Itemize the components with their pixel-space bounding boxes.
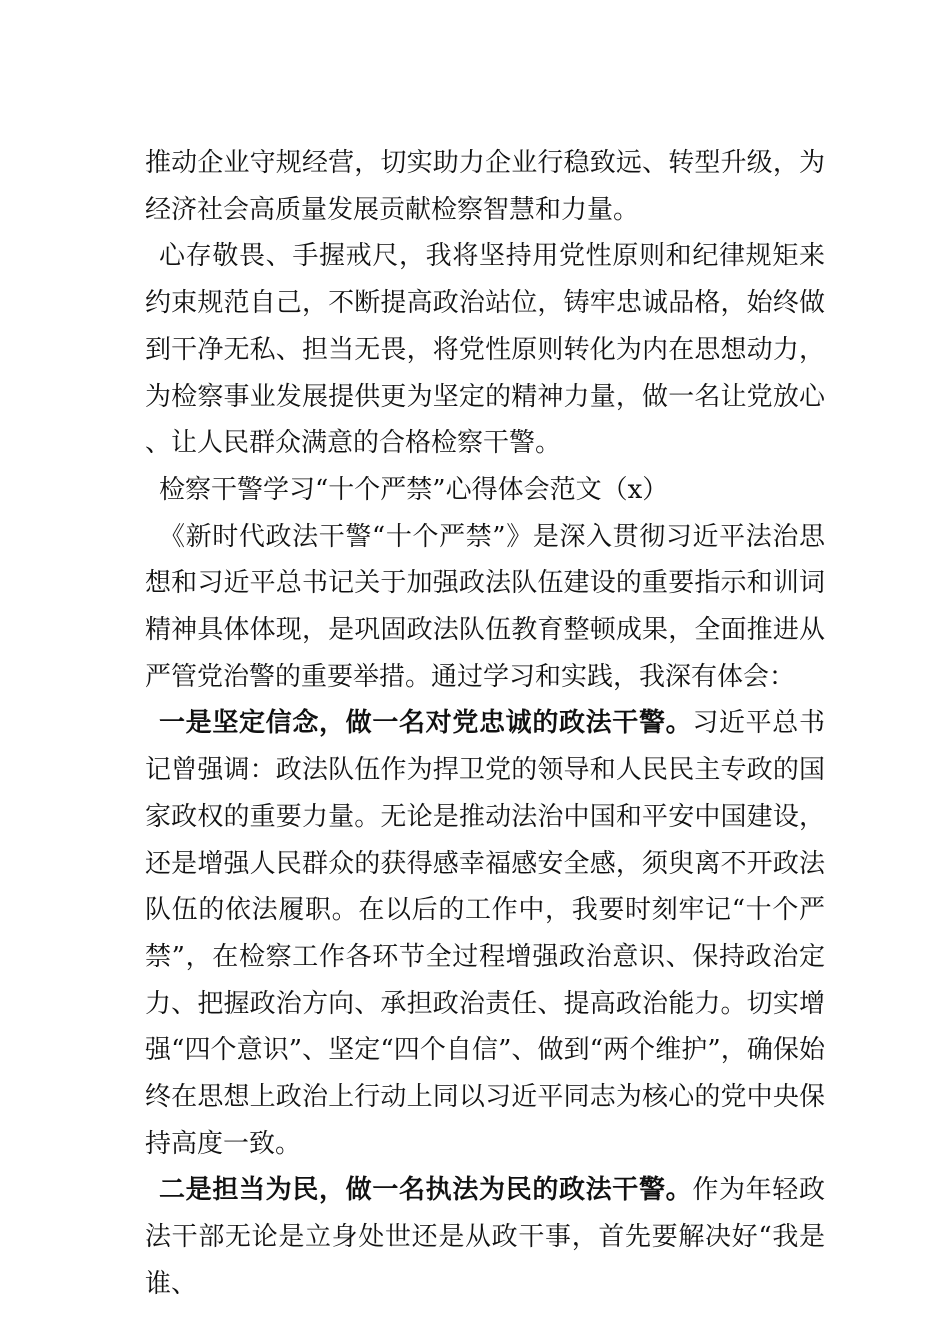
paragraph-text: 心存敬畏、手握戒尺，我将坚持用党性原则和纪律规矩来约束规范自己，不断提高政治站位，铸牢忠诚品格，始终做到干净无私、担当无畏，将党性原则转化为内在思想动力，为检察事业发展提供更为坚定的精神力量，做一名让党放心、让人民群众满意的合格检察干警。 (145, 241, 825, 459)
paragraph-point-one (145, 700, 825, 1167)
paragraph-commitment (145, 233, 825, 467)
heading-text: 检察干警学习“十个严禁”心得体会范文（x） (159, 474, 669, 505)
paragraph-text: 《新时代政法干警“十个严禁”》是深入贯彻习近平法治思想和习近平总书记关于加强政法队伍建设的重要指示和训词精神具体体现，是巩固政法队伍教育整顿成果，全面推进从严管党治警的重要举措。通过学习和实践，我深有体会： (145, 521, 825, 692)
point-lead: 二是担当为民，做一名执法为民的政法干警。 (159, 1175, 693, 1206)
paragraph-text: 推动企业守规经营，切实助力企业行稳致远、转型升级，为经济社会高质量发展贡献检察智慧和力量。 (145, 148, 825, 225)
paragraph-continuation (145, 140, 825, 233)
document-body (145, 140, 825, 1308)
paragraph-text: 习近平总书记曾强调：政法队伍作为捍卫党的领导和人民民主专政的国家政权的重要力量。无论是推动法治中国和平安中国建设，还是增强人民群众的获得感幸福感安全感，须臾离不开政法队伍的依法履职。在以后的工作中，我要时刻牢记“十个严禁”，在检察工作各环节全过程增强政治意识、保持政治定力、把握政治方向、承担政治责任、提高政治能力。切实增强“四个意识”、坚定“四个自信”、做到“两个维护”，确保始终在思想上政治上行动上同以习近平同志为核心的党中央保持高度一致。 (145, 708, 825, 1159)
paragraph-intro (145, 514, 825, 701)
point-lead: 一是坚定信念，做一名对党忠诚的政法干警。 (159, 708, 693, 739)
paragraph-point-two (145, 1167, 825, 1307)
section-heading (145, 467, 825, 514)
paragraph-text: 作为年轻政法干部无论是立身处世还是从政干事，首先要解决好“我是谁、 (145, 1175, 825, 1299)
